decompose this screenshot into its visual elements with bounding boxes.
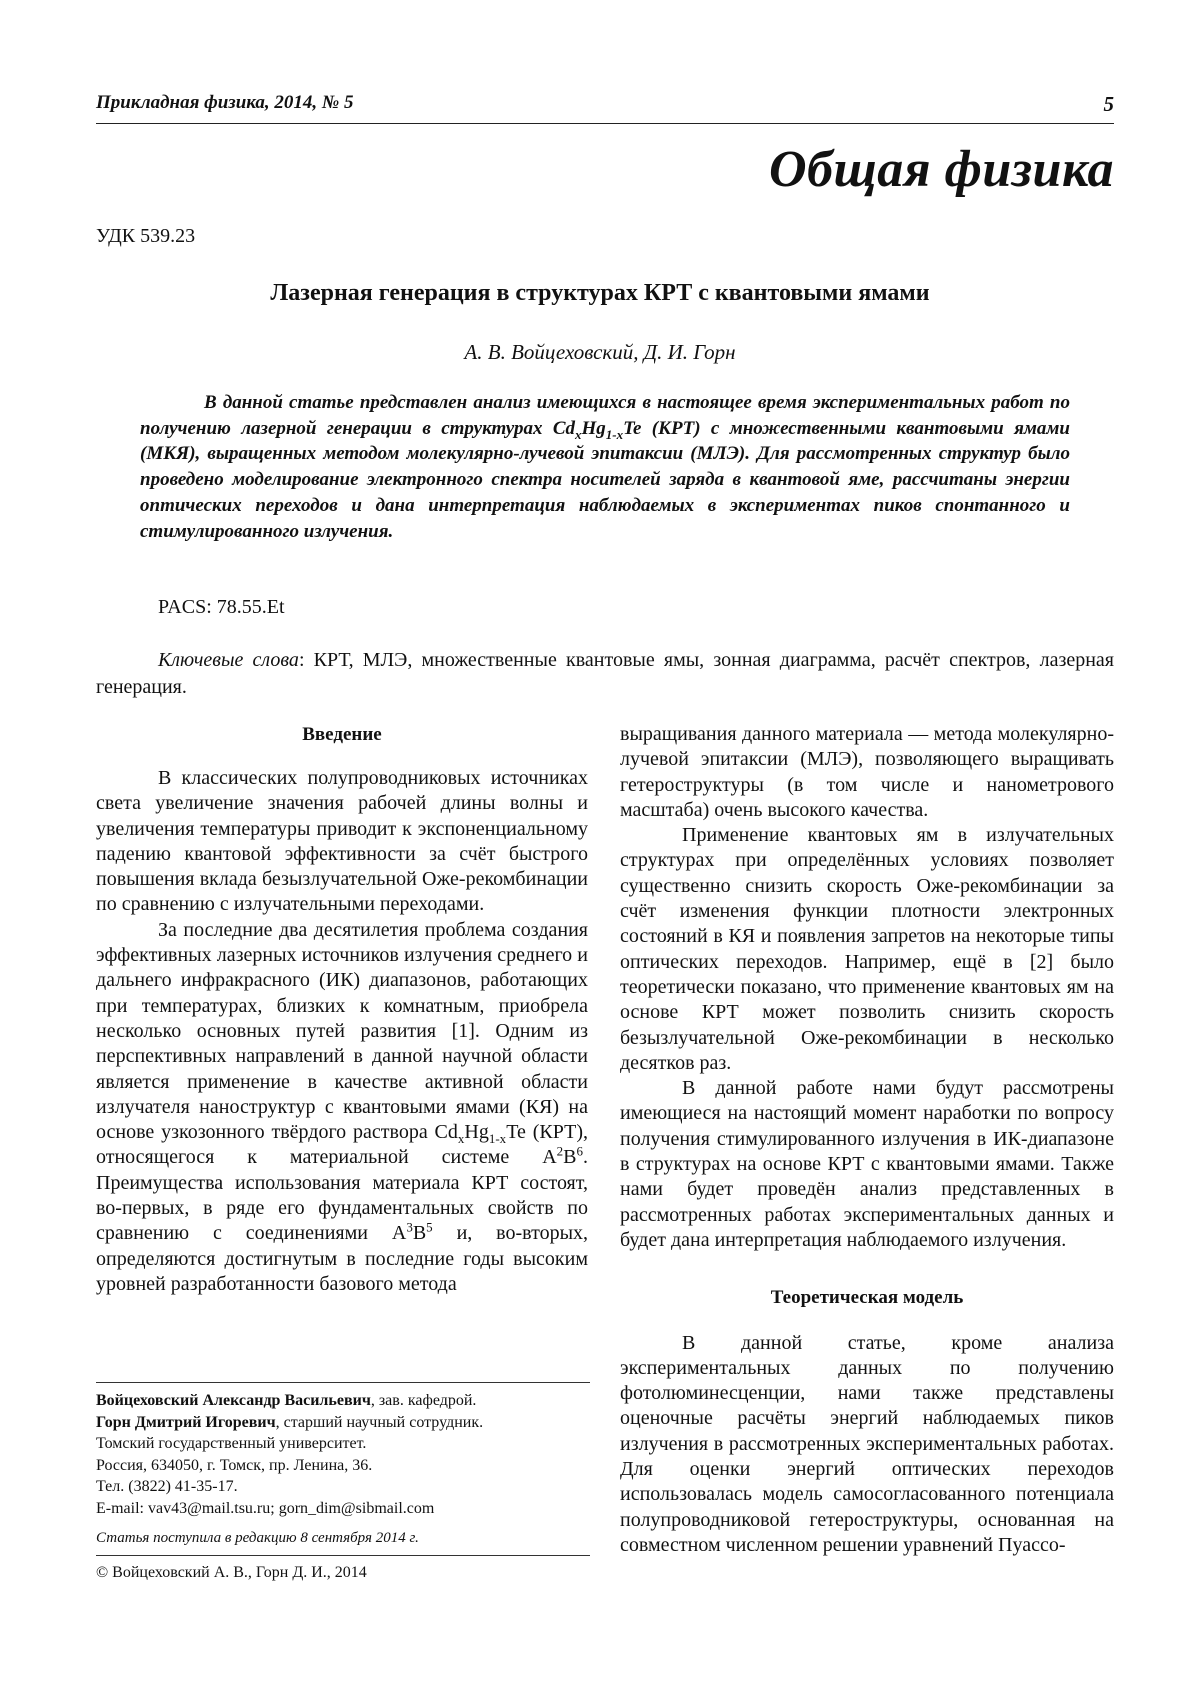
udc-code: УДК 539.23 (96, 225, 196, 247)
intro-p2-text-c: Te (КРТ), относящегося к материальной системе A (96, 1121, 588, 1169)
right-column (620, 722, 1114, 1558)
abstract-text-2: Te (КРТ) с множественными квантовыми ямами (МКЯ), выращенных методом молекулярно-лучевой эпитаксии (МЛЭ). Для рассмотренных структур было проведено моделирование электронного спектра носителей заряда в квантовой яме, рассчитаны энергии оптических переходов и дана интерпретация наблюдаемых в экспериментах пиков спонтанного и стимулированного излучения. (140, 417, 1070, 542)
keywords-text: : КРТ, МЛЭ, множественные квантовые ямы, зонная диаграмма, расчёт спектров, лазерная генерация. (96, 649, 1114, 698)
intro-sup-5: 5 (426, 1219, 433, 1235)
footnote-author-2 (96, 1412, 590, 1434)
intro-sub-1x: 1-x (488, 1131, 507, 1147)
header-rule (96, 123, 1114, 124)
pacs-code: PACS: 78.55.Et (158, 596, 285, 618)
intro-paragraph-1: В классических полупроводниковых источниках света увеличение значения рабочей длины волны и увеличения температуры приводит к экспоненциальному падению квантовой эффективности за счёт быстрого повышения вклада безызлучательной Оже-рекомбинации по сравнению с излучательными переходами. (96, 767, 588, 916)
intro-p2-text-b: Hg (464, 1121, 489, 1144)
intro-p2-text-f: B (412, 1222, 427, 1245)
footnote-rule (96, 1382, 590, 1383)
intro-p2-text-a: За последние два десятилетия проблема создания эффективных лазерных источников излучения среднего и дальнего инфракрасного (ИК) диапазонов, работающих при температурах, близких к комнатным, приобрела несколько основных путей развития [1]. Одним из перспективных направлений в данной научной области является применение в качестве активной области излучателя наноструктур с квантовыми ямами (КЯ) на основе узкозонного твёрдого раствора Cd (96, 918, 588, 1144)
author-2-role: , старший научный сотрудник. (275, 1413, 484, 1431)
keywords (96, 647, 1114, 701)
intro-p2-text-g: и, во-вторых, определяются достигнутым в последние годы высоким уровней разработанности базового метода (96, 1222, 589, 1295)
intro-sup-3: 3 (406, 1219, 413, 1235)
page-number: 5 (1103, 92, 1114, 116)
journal-header: Прикладная физика, 2014, № 5 (96, 92, 354, 113)
theory-heading: Теоретическая модель (770, 1287, 964, 1309)
author-1-name: Войцеховский Александр Васильевич (96, 1392, 371, 1409)
intro-p2-text-e: . Преимущества использования материала КРТ состоят, во-первых, в ряде его фундаментальных свойств по сравнению с соединениями A (96, 1146, 588, 1245)
footnote-address: Россия, 634050, г. Томск, пр. Ленина, 36. (96, 1456, 373, 1474)
author-footnote (96, 1390, 590, 1520)
abstract-sub-1x: 1-x (605, 426, 624, 442)
keywords-label: Ключевые слова (158, 649, 299, 671)
intro-p2-text-d: B (563, 1146, 577, 1169)
article-authors: А. В. Войцеховский, Д. И. Горн (464, 340, 736, 364)
footnote-university: Томский государственный университет. (96, 1435, 367, 1453)
copyright: © Войцеховский А. В., Горн Д. И., 2014 (96, 1564, 367, 1581)
copyright-rule (96, 1555, 590, 1556)
author-1-role: , зав. кафедрой. (370, 1392, 477, 1409)
intro-sub-x: x (457, 1131, 465, 1147)
article-title: Лазерная генерация в структурах КРТ с квантовыми ямами (270, 280, 930, 306)
left-column (96, 722, 588, 1297)
footnote-author-1 (96, 1390, 590, 1412)
right-paragraph-0: выращивания данного материала — метода молекулярно-лучевой эпитаксии (МЛЭ), позволяющего выращивать гетероструктуры (в том числе и нанометрового масштаба) очень высокого качества. (620, 723, 1114, 821)
intro-sup-6: 6 (576, 1143, 583, 1159)
theory-paragraph: В данной статье, кроме анализа экспериментальных данных по получению фотолюминесценции, нами также представлены оценочные расчёты энергий наблюдаемых пиков излучения в рассмотренных экспериментальных работах. Для оценки энергий оптических переходов использовалась модель самосогласованного потенциала полупроводниковой гетероструктуры, основанная на совместном численном решении уравнений Пуассо- (620, 1331, 1114, 1556)
abstract-text-1: В данной статье представлен анализ имеющихся в настоящее время экспериментальных работ по получению лазерной генерации в структурах Cd (140, 392, 1070, 439)
abstract-hg: Hg (581, 417, 606, 439)
author-2-name: Горн Дмитрий Игоревич (96, 1413, 276, 1431)
abstract-sub-x: x (575, 426, 582, 442)
received-date: Статья поступила в редакцию 8 сентября 2014 г. (96, 1530, 419, 1546)
right-paragraph-1: Применение квантовых ям в излучательных структурах при определённых условиях позволяет существенно снизить скорость Оже-рекомбинации за счёт изменения функции плотности электронных состояний в КЯ и появления запретов на некоторые типы оптических переходов. Например, ещё в [2] было теоретически показано, что применение квантовых ям на основе КРТ может позволить снизить скорость безызлучательной Оже-рекомбинации в несколько десятков раз. (620, 824, 1114, 1074)
abstract (140, 390, 1070, 544)
section-title: Общая физика (768, 141, 1114, 198)
intro-heading: Введение (302, 724, 382, 745)
right-paragraph-2: В данной работе нами будут рассмотрены имеющиеся на настоящий момент наработки по вопросу получения стимулированного излучения в ИК-диапазоне в структурах на основе КРТ с квантовыми ямами. Также нами будет проведён анализ представленных в рассмотренных работах экспериментальных данных и будет дана интерпретация наблюдаемого излучения. (620, 1077, 1114, 1251)
footnote-email: E-mail: vav43@mail.tsu.ru; gorn_dim@sibmail.com (96, 1499, 435, 1517)
intro-paragraph-2 (96, 918, 588, 1297)
footnote-phone: Тел. (3822) 41-35-17. (96, 1478, 238, 1496)
intro-sup-2: 2 (556, 1143, 564, 1159)
